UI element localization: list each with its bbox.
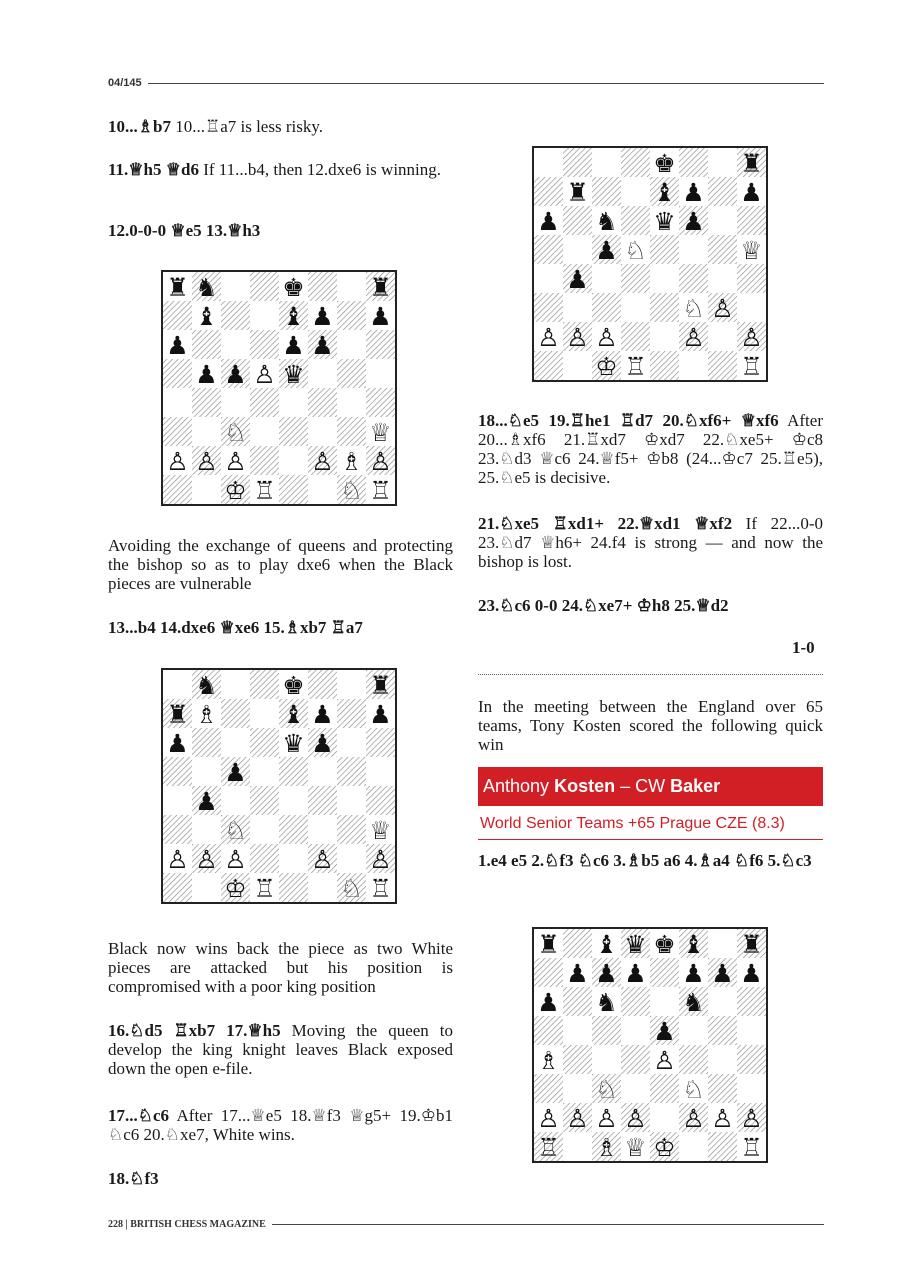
white-pawn-icon: ♙ bbox=[682, 323, 705, 352]
white-pawn-icon: ♙ bbox=[624, 1104, 647, 1133]
white-pawn-icon: ♙ bbox=[537, 323, 560, 352]
white-bishop-icon: ♗ bbox=[537, 1046, 560, 1075]
dark-square bbox=[279, 417, 308, 446]
move-text: 10...♗b7 bbox=[108, 117, 171, 136]
black-bishop-icon: ♝ bbox=[595, 930, 618, 959]
black-pawn-icon: ♟ bbox=[224, 758, 247, 787]
dark-square bbox=[163, 815, 192, 844]
dark-square bbox=[679, 148, 708, 177]
intro-text: In the meeting between the England over 65 teams, Tony Kosten scored the following quick win bbox=[478, 697, 823, 754]
black-pawn-icon: ♟ bbox=[537, 988, 560, 1017]
dotted-separator bbox=[478, 674, 823, 675]
black-pawn-icon: ♟ bbox=[166, 729, 189, 758]
dark-square bbox=[337, 815, 366, 844]
black-queen-icon: ♛ bbox=[282, 729, 305, 758]
comment-text: 10...♖a7 is less risky. bbox=[170, 117, 323, 136]
board-grid bbox=[163, 272, 395, 504]
white-pawn-icon: ♙ bbox=[369, 845, 392, 874]
dark-square bbox=[534, 235, 563, 264]
white-knight-icon: ♘ bbox=[624, 236, 647, 265]
black-pawn-icon: ♟ bbox=[711, 959, 734, 988]
dark-square bbox=[563, 148, 592, 177]
comment-text: If 11...b4, then 12.dxe6 is winning. bbox=[198, 160, 442, 179]
black-pawn-icon: ♟ bbox=[740, 959, 763, 988]
dark-square bbox=[708, 351, 737, 380]
white-knight-icon: ♘ bbox=[224, 418, 247, 447]
dark-square bbox=[192, 330, 221, 359]
white-pawn-icon: ♙ bbox=[195, 845, 218, 874]
black-pawn-icon: ♟ bbox=[682, 959, 705, 988]
white-rook-icon: ♖ bbox=[537, 1133, 560, 1161]
name-separator: – bbox=[615, 776, 636, 796]
white-knight-icon: ♘ bbox=[340, 874, 363, 902]
footer-text: 228 | BRITISH CHESS MAGAZINE bbox=[108, 1218, 266, 1230]
move-text: 12.0-0-0 ♕e5 13.♕h3 bbox=[108, 221, 261, 240]
black-pawn-icon: ♟ bbox=[166, 331, 189, 360]
white-pawn-icon: ♙ bbox=[711, 1104, 734, 1133]
dark-square bbox=[337, 417, 366, 446]
paragraph-move-11 bbox=[108, 160, 453, 179]
paragraph-move-21 bbox=[478, 514, 823, 571]
dark-square bbox=[621, 148, 650, 177]
white-rook-icon: ♖ bbox=[369, 476, 392, 504]
white-pawn-icon: ♙ bbox=[253, 360, 276, 389]
dark-square bbox=[563, 987, 592, 1016]
game-header-banner bbox=[478, 767, 823, 806]
dark-square bbox=[366, 728, 395, 757]
dark-square bbox=[163, 359, 192, 388]
white-queen-icon: ♕ bbox=[740, 236, 763, 265]
paragraph-move-13 bbox=[108, 618, 453, 637]
move-text: 18.♘f3 bbox=[108, 1169, 159, 1188]
dark-square bbox=[650, 351, 679, 380]
dark-square bbox=[279, 873, 308, 902]
black-bishop-icon: ♝ bbox=[282, 700, 305, 729]
dark-square bbox=[250, 670, 279, 699]
black-pawn-icon: ♟ bbox=[195, 787, 218, 816]
dark-square bbox=[621, 264, 650, 293]
board-grid bbox=[534, 929, 766, 1161]
move-text: 23.♘c6 0-0 24.♘xe7+ ♔h8 25.♕d2 bbox=[478, 596, 729, 615]
dark-square bbox=[534, 293, 563, 322]
dark-square bbox=[563, 929, 592, 958]
paragraph-move-16 bbox=[108, 1021, 453, 1078]
dark-square bbox=[737, 987, 766, 1016]
white-king-icon: ♔ bbox=[224, 476, 247, 504]
white-pawn-icon: ♙ bbox=[166, 447, 189, 476]
white-king-icon: ♔ bbox=[653, 1133, 676, 1161]
dark-square bbox=[221, 301, 250, 330]
dark-square bbox=[534, 351, 563, 380]
move-text: 1.e4 e5 2.♘f3 ♘c6 3.♗b5 a6 4.♗a4 ♘f6 5.♘c3 bbox=[478, 851, 812, 870]
dark-square bbox=[366, 330, 395, 359]
chess-diagram-4 bbox=[532, 927, 768, 1163]
dark-square bbox=[279, 815, 308, 844]
dark-square bbox=[192, 728, 221, 757]
black-king-icon: ♚ bbox=[653, 149, 676, 178]
board-grid bbox=[163, 670, 395, 902]
dark-square bbox=[163, 417, 192, 446]
white-pawn-icon: ♙ bbox=[595, 323, 618, 352]
comment-text: Black now wins back the piece as two White pieces are attacked but his position is compromised with a poor king position bbox=[108, 939, 453, 996]
dark-square bbox=[563, 1045, 592, 1074]
white-pawn-icon: ♙ bbox=[740, 1104, 763, 1133]
comment-text: After 20...♗xf6 21.♖xd7 ♔xd7 22.♘xe5+ ♔c8 23.♘d3 ♕c6 24.♕f5+ ♔b8 (24...♔c7 25.♖e5), 25.♘e5 is decisive. bbox=[478, 411, 823, 487]
black-rook-icon: ♜ bbox=[740, 930, 763, 959]
white-pawn-icon: ♙ bbox=[369, 447, 392, 476]
dark-square bbox=[708, 1132, 737, 1161]
black-pawn-icon: ♟ bbox=[740, 178, 763, 207]
paragraph-intro bbox=[478, 697, 823, 754]
page-footer bbox=[108, 1216, 824, 1232]
white-rook-icon: ♖ bbox=[740, 352, 763, 380]
white-rook-icon: ♖ bbox=[369, 874, 392, 902]
white-bishop-icon: ♗ bbox=[595, 1133, 618, 1161]
dark-square bbox=[563, 206, 592, 235]
black-rook-icon: ♜ bbox=[166, 273, 189, 302]
black-first-name: CW bbox=[635, 776, 666, 796]
white-king-icon: ♔ bbox=[595, 352, 618, 380]
dark-square bbox=[250, 446, 279, 475]
dark-square bbox=[708, 177, 737, 206]
black-bishop-icon: ♝ bbox=[653, 178, 676, 207]
white-rook-icon: ♖ bbox=[624, 352, 647, 380]
white-queen-icon: ♕ bbox=[369, 418, 392, 447]
dark-square bbox=[534, 1074, 563, 1103]
white-knight-icon: ♘ bbox=[682, 294, 705, 323]
dark-square bbox=[366, 388, 395, 417]
white-knight-icon: ♘ bbox=[340, 476, 363, 504]
black-bishop-icon: ♝ bbox=[682, 930, 705, 959]
dark-square bbox=[708, 235, 737, 264]
dark-square bbox=[737, 206, 766, 235]
dark-square bbox=[650, 958, 679, 987]
white-pawn-icon: ♙ bbox=[653, 1046, 676, 1075]
black-pawn-icon: ♟ bbox=[369, 700, 392, 729]
dark-square bbox=[679, 264, 708, 293]
comment-text: Avoiding the exchange of queens and protecting the bishop so as to play dxe6 when the Black pieces are vulnerable bbox=[108, 536, 453, 593]
white-pawn-icon: ♙ bbox=[166, 845, 189, 874]
dark-square bbox=[250, 844, 279, 873]
paragraph-move-23 bbox=[478, 596, 823, 615]
board-grid bbox=[534, 148, 766, 380]
black-king-icon: ♚ bbox=[282, 671, 305, 700]
dark-square bbox=[250, 272, 279, 301]
white-last-name: Kosten bbox=[554, 776, 616, 796]
black-pawn-icon: ♟ bbox=[537, 207, 560, 236]
black-pawn-icon: ♟ bbox=[566, 959, 589, 988]
white-pawn-icon: ♙ bbox=[682, 1104, 705, 1133]
black-rook-icon: ♜ bbox=[369, 273, 392, 302]
black-bishop-icon: ♝ bbox=[282, 302, 305, 331]
black-king-icon: ♚ bbox=[653, 930, 676, 959]
dark-square bbox=[163, 475, 192, 504]
black-pawn-icon: ♟ bbox=[595, 236, 618, 265]
chess-diagram-1 bbox=[161, 270, 397, 506]
dark-square bbox=[650, 293, 679, 322]
chess-diagram-3 bbox=[532, 146, 768, 382]
move-text: 18...♘e5 19.♖he1 ♖d7 20.♘xf6+ ♕xf6 bbox=[478, 411, 779, 430]
event-line: World Senior Teams +65 Prague CZE (8.3) bbox=[478, 812, 823, 840]
white-queen-icon: ♕ bbox=[369, 816, 392, 845]
black-pawn-icon: ♟ bbox=[311, 700, 334, 729]
dark-square bbox=[337, 699, 366, 728]
white-knight-icon: ♘ bbox=[224, 816, 247, 845]
move-text: 16.♘d5 ♖xb7 17.♕h5 bbox=[108, 1021, 281, 1040]
dark-square bbox=[737, 1045, 766, 1074]
dark-square bbox=[534, 1016, 563, 1045]
black-rook-icon: ♜ bbox=[166, 700, 189, 729]
dark-square bbox=[308, 670, 337, 699]
dark-square bbox=[621, 322, 650, 351]
white-knight-icon: ♘ bbox=[682, 1075, 705, 1104]
dark-square bbox=[337, 757, 366, 786]
paragraph-move-12 bbox=[108, 221, 453, 240]
black-pawn-icon: ♟ bbox=[682, 178, 705, 207]
chess-diagram-2 bbox=[161, 668, 397, 904]
black-pawn-icon: ♟ bbox=[311, 331, 334, 360]
footer-rule bbox=[272, 1224, 824, 1225]
black-pawn-icon: ♟ bbox=[624, 959, 647, 988]
white-queen-icon: ♕ bbox=[624, 1133, 647, 1161]
dark-square bbox=[737, 264, 766, 293]
paragraph-comment-13 bbox=[108, 536, 453, 593]
black-pawn-icon: ♟ bbox=[311, 729, 334, 758]
white-pawn-icon: ♙ bbox=[224, 447, 247, 476]
white-pawn-icon: ♙ bbox=[311, 447, 334, 476]
dark-square bbox=[621, 987, 650, 1016]
dark-square bbox=[250, 728, 279, 757]
black-pawn-icon: ♟ bbox=[653, 1017, 676, 1046]
comment-text: If 22...0-0 23.♘d7 ♕h6+ 24.f4 is strong — and now the bishop is lost. bbox=[478, 514, 824, 571]
move-text: 11.♕h5 ♕d6 bbox=[108, 160, 199, 179]
paragraph-move-17 bbox=[108, 1106, 453, 1144]
dark-square bbox=[708, 1074, 737, 1103]
dark-square bbox=[163, 757, 192, 786]
white-pawn-icon: ♙ bbox=[566, 1104, 589, 1133]
dark-square bbox=[592, 293, 621, 322]
white-pawn-icon: ♙ bbox=[711, 294, 734, 323]
white-pawn-icon: ♙ bbox=[224, 845, 247, 874]
black-rook-icon: ♜ bbox=[740, 149, 763, 178]
white-rook-icon: ♖ bbox=[740, 1133, 763, 1161]
black-rook-icon: ♜ bbox=[369, 671, 392, 700]
paragraph-comment-15 bbox=[108, 939, 453, 996]
black-queen-icon: ♛ bbox=[282, 360, 305, 389]
dark-square bbox=[308, 272, 337, 301]
white-pawn-icon: ♙ bbox=[740, 323, 763, 352]
dark-square bbox=[650, 1074, 679, 1103]
dark-square bbox=[621, 1045, 650, 1074]
header-rule bbox=[148, 83, 824, 84]
dark-square bbox=[337, 359, 366, 388]
move-text: 13...b4 14.dxe6 ♕xe6 15.♗xb7 ♖a7 bbox=[108, 618, 363, 637]
black-queen-icon: ♛ bbox=[624, 930, 647, 959]
black-pawn-icon: ♟ bbox=[311, 302, 334, 331]
white-bishop-icon: ♗ bbox=[195, 700, 218, 729]
paragraph-move-18 bbox=[108, 1169, 453, 1188]
black-knight-icon: ♞ bbox=[195, 671, 218, 700]
dark-square bbox=[592, 177, 621, 206]
dark-square bbox=[192, 388, 221, 417]
paragraph-move-10 bbox=[108, 117, 453, 136]
comment-text: Moving the queen to develop the king knight leaves Black exposed down the open e-file. bbox=[108, 1021, 454, 1078]
white-bishop-icon: ♗ bbox=[340, 447, 363, 476]
dark-square bbox=[221, 699, 250, 728]
dark-square bbox=[279, 757, 308, 786]
paragraph-opening bbox=[478, 851, 823, 870]
move-text: 17...♘c6 bbox=[108, 1106, 170, 1125]
page-header bbox=[108, 75, 824, 91]
paragraph-move-18b bbox=[478, 411, 823, 487]
white-king-icon: ♔ bbox=[224, 874, 247, 902]
game-result: 1-0 bbox=[792, 638, 815, 657]
dark-square bbox=[650, 235, 679, 264]
dark-square bbox=[621, 206, 650, 235]
black-rook-icon: ♜ bbox=[566, 178, 589, 207]
white-first-name: Anthony bbox=[483, 776, 550, 796]
white-pawn-icon: ♙ bbox=[311, 845, 334, 874]
dark-square bbox=[708, 1016, 737, 1045]
black-queen-icon: ♛ bbox=[653, 207, 676, 236]
black-pawn-icon: ♟ bbox=[682, 207, 705, 236]
black-king-icon: ♚ bbox=[282, 273, 305, 302]
white-pawn-icon: ♙ bbox=[537, 1104, 560, 1133]
dark-square bbox=[250, 786, 279, 815]
black-knight-icon: ♞ bbox=[195, 273, 218, 302]
dark-square bbox=[250, 330, 279, 359]
white-pawn-icon: ♙ bbox=[195, 447, 218, 476]
black-rook-icon: ♜ bbox=[537, 930, 560, 959]
dark-square bbox=[163, 873, 192, 902]
white-pawn-icon: ♙ bbox=[595, 1104, 618, 1133]
dark-square bbox=[366, 786, 395, 815]
dark-square bbox=[163, 301, 192, 330]
black-pawn-icon: ♟ bbox=[595, 959, 618, 988]
white-pawn-icon: ♙ bbox=[566, 323, 589, 352]
black-knight-icon: ♞ bbox=[595, 988, 618, 1017]
move-text: 21.♘xe5 ♖xd1+ 22.♕xd1 ♕xf2 bbox=[478, 514, 733, 533]
dark-square bbox=[534, 177, 563, 206]
black-knight-icon: ♞ bbox=[682, 988, 705, 1017]
dark-square bbox=[250, 388, 279, 417]
white-knight-icon: ♘ bbox=[595, 1075, 618, 1104]
black-pawn-icon: ♟ bbox=[369, 302, 392, 331]
dark-square bbox=[308, 388, 337, 417]
black-pawn-icon: ♟ bbox=[195, 360, 218, 389]
black-pawn-icon: ♟ bbox=[566, 265, 589, 294]
black-pawn-icon: ♟ bbox=[282, 331, 305, 360]
dark-square bbox=[679, 1045, 708, 1074]
dark-square bbox=[534, 958, 563, 987]
dark-square bbox=[337, 301, 366, 330]
white-rook-icon: ♖ bbox=[253, 874, 276, 902]
comment-text: After 17...♕e5 18.♕f3 ♕g5+ 19.♔b1 ♘c6 20.♘xe7, White wins. bbox=[108, 1106, 453, 1144]
black-last-name: Baker bbox=[670, 776, 721, 796]
black-bishop-icon: ♝ bbox=[195, 302, 218, 331]
page-number: 04/145 bbox=[108, 77, 142, 89]
dark-square bbox=[279, 475, 308, 504]
dark-square bbox=[592, 1016, 621, 1045]
black-knight-icon: ♞ bbox=[595, 207, 618, 236]
dark-square bbox=[308, 786, 337, 815]
black-pawn-icon: ♟ bbox=[224, 360, 247, 389]
white-rook-icon: ♖ bbox=[253, 476, 276, 504]
